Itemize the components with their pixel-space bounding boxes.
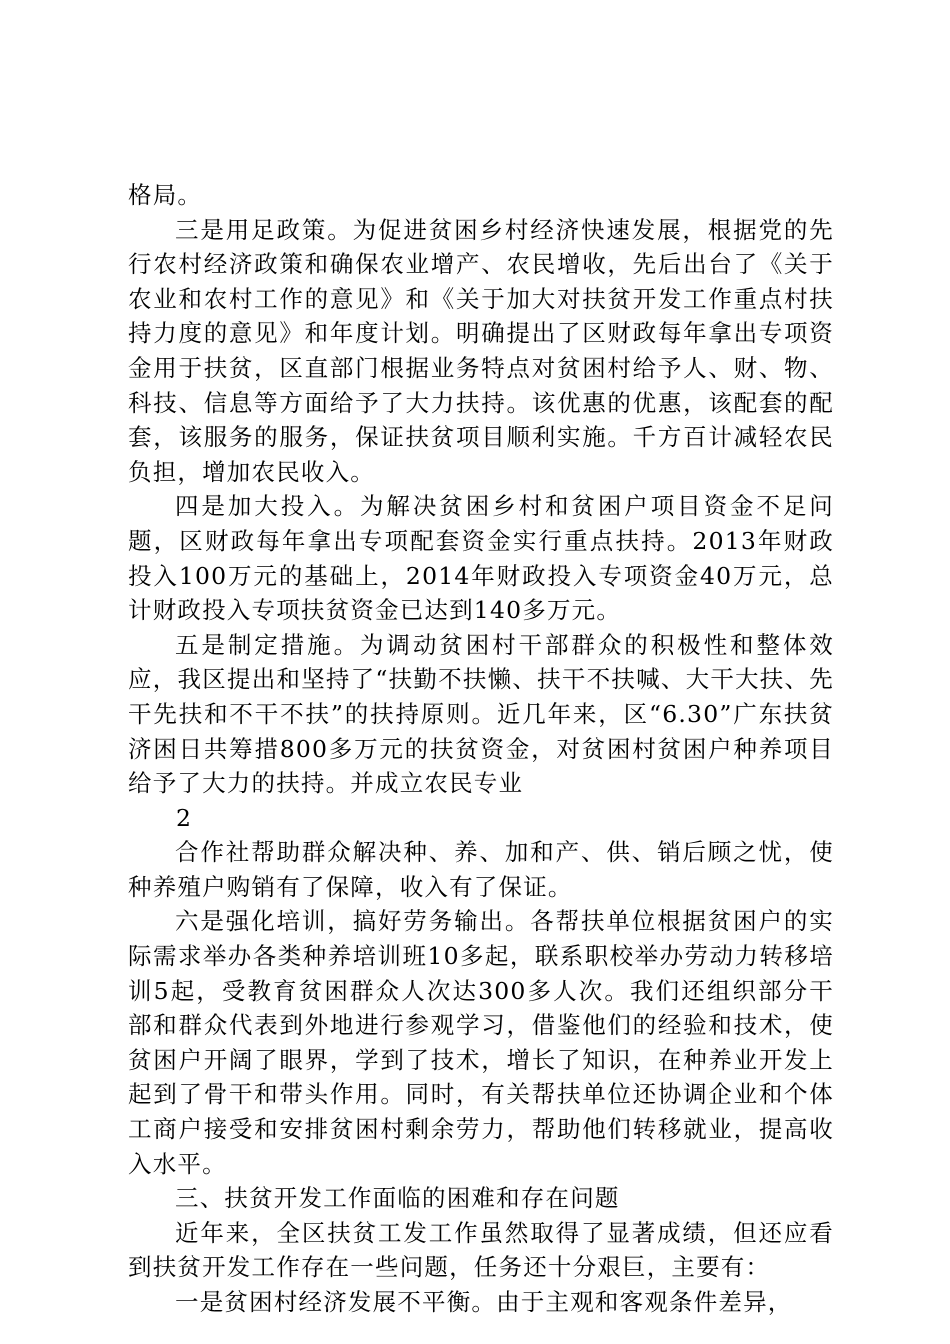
- paragraph-policy: 三是用足政策。为促进贫困乡村经济快速发展，根据党的先行农村经济政策和确保农业增产、农民增收，先后出台了《关于农业和农村工作的意见》和《关于加大对扶贫开发工作重点村扶持力度的意见》和年度计划。明确提出了区财政每年拿出专项资金用于扶贫，区直部门根据业务特点对贫困村给予人、财、物、科技、信息等方面给予了大力扶持。该优惠的优惠，该配套的配套，该服务的服务，保证扶贫项目顺利实施。千方百计减轻农民负担，增加农民收入。: [128, 215, 834, 486]
- page-number: 2: [176, 803, 193, 832]
- paragraph-continuation: 格局。: [128, 181, 203, 209]
- paragraph-measures: 五是制定措施。为调动贫困村干部群众的积极性和整体效应，我区提出和坚持了“扶勤不扶懒、扶干不扶喊、大干大扶、先干先扶和不干不扶”的扶持原则。近几年来，区“6.30”广东扶贫济困日共筹措800多万元的扶贫资金，对贫困村贫困户种养项目给予了大力的扶持。并成立农民专业: [128, 630, 834, 798]
- paragraph-investment: 四是加大投入。为解决贫困乡村和贫困户项目资金不足问题，区财政每年拿出专项配套资金实行重点扶持。2013年财政投入100万元的基础上，2014年财政投入专项资金40万元，总计财政投入专项扶贫资金已达到140多万元。: [128, 492, 834, 625]
- document-body: [128, 178, 834, 1320]
- paragraph-imbalance: 一是贫困村经济发展不平衡。由于主观和客观条件差异，: [175, 1288, 793, 1316]
- paragraph-training: 六是强化培训，搞好劳务输出。各帮扶单位根据贫困户的实际需求举办各类种养培训班10多起，联系职校举办劳动力转移培训5起，受教育贫困群众人次达300多人次。我们还组织部分干部和群众代表到外地进行参观学习，借鉴他们的经验和技术，使贫困户开阔了眼界，学到了技术，增长了知识，在种养业开发上起到了骨干和带头作用。同时，有关帮扶单位还协调企业和个体工商户接受和安排贫困村剩余劳力，帮助他们转移就业，提高收入水平。: [128, 907, 834, 1178]
- paragraph-cooperative: 合作社帮助群众解决种、养、加和产、供、销后顾之忧，使种养殖户购销有了保障，收入有了保证。: [128, 838, 834, 901]
- section-heading-problems: 三、扶贫开发工作面临的困难和存在问题: [175, 1184, 620, 1213]
- paragraph-recent-years: 近年来，全区扶贫工发工作虽然取得了显著成绩，但还应看到扶贫开发工作存在一些问题，任务还十分艰巨，主要有：: [128, 1218, 834, 1282]
